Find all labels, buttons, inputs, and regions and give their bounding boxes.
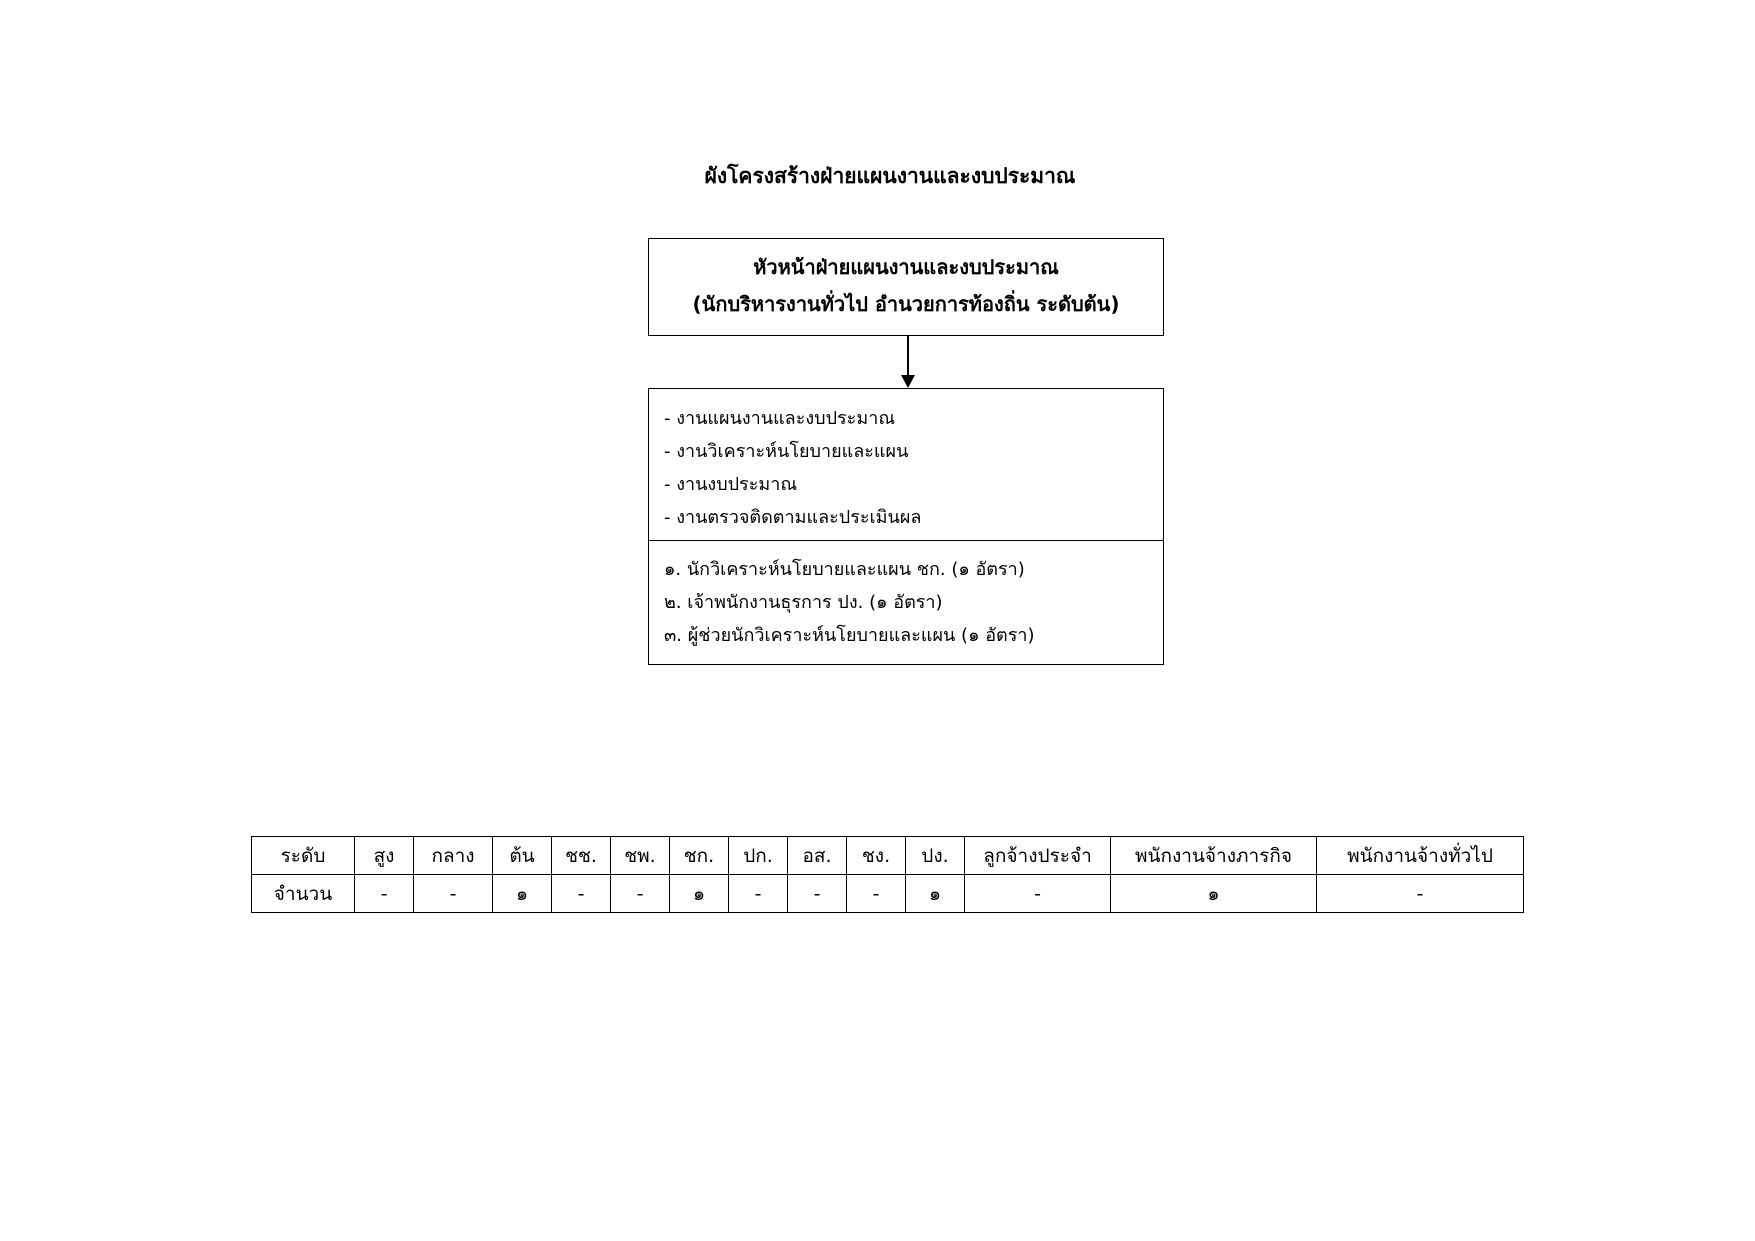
header-cell: ระดับ — [252, 837, 355, 875]
header-cell: ต้น — [493, 837, 552, 875]
header-cell: อส. — [788, 837, 847, 875]
header-cell: ปก. — [729, 837, 788, 875]
header-cell: ลูกจ้างประจำ — [965, 837, 1111, 875]
head-position-subtitle: (นักบริหารงานทั่วไป อำนวยการท้องถิ่น ระดับต้น) — [692, 292, 1120, 316]
header-cell: ชง. — [847, 837, 906, 875]
header-cell: ปง. — [906, 837, 965, 875]
page-title: ผังโครงสร้างฝ่ายแผนงานและงบประมาณ — [704, 164, 1076, 188]
staff-item: ๒. เจ้าพนักงานธุรการ ปง. (๑ อัตรา) — [664, 592, 943, 613]
staff-item: ๑. นักวิเคราะห์นโยบายและแผน ชก. (๑ อัตรา) — [664, 559, 1025, 580]
header-row — [252, 837, 1524, 875]
header-cell: พนักงานจ้างทั่วไป — [1317, 837, 1524, 875]
count-cell: ๑ — [906, 875, 965, 913]
count-cell: - — [965, 875, 1111, 913]
count-cell: - — [611, 875, 670, 913]
duties-box — [648, 388, 1164, 665]
duties-section — [649, 389, 1163, 541]
count-cell: ๑ — [1111, 875, 1317, 913]
count-cell: - — [847, 875, 906, 913]
duty-item: - งานงบประมาณ — [664, 474, 798, 495]
count-cell: - — [1317, 875, 1524, 913]
head-position-title: หัวหน้าฝ่ายแผนงานและงบประมาณ — [753, 255, 1059, 279]
count-cell: - — [414, 875, 493, 913]
staff-section — [649, 541, 1163, 652]
duty-item: - งานแผนงานและงบประมาณ — [664, 408, 896, 429]
connector-line — [907, 336, 909, 376]
arrow-down-icon — [901, 375, 915, 388]
count-row — [252, 875, 1524, 913]
header-cell: พนักงานจ้างภารกิจ — [1111, 837, 1317, 875]
header-cell: ชก. — [670, 837, 729, 875]
header-cell: ชช. — [552, 837, 611, 875]
header-cell: สูง — [355, 837, 414, 875]
count-cell: - — [552, 875, 611, 913]
count-cell: ๑ — [493, 875, 552, 913]
staff-count-table — [251, 836, 1524, 913]
count-cell: ๑ — [670, 875, 729, 913]
staff-item: ๓. ผู้ช่วยนักวิเคราะห์นโยบายและแผน (๑ อัตรา) — [664, 625, 1035, 646]
head-position-box — [648, 238, 1164, 336]
header-cell: ชพ. — [611, 837, 670, 875]
duty-item: - งานวิเคราะห์นโยบายและแผน — [664, 441, 909, 462]
header-cell: กลาง — [414, 837, 493, 875]
count-cell: - — [729, 875, 788, 913]
count-cell: - — [355, 875, 414, 913]
duty-item: - งานตรวจติดตามและประเมินผล — [664, 507, 922, 528]
count-cell: จำนวน — [252, 875, 355, 913]
count-cell: - — [788, 875, 847, 913]
